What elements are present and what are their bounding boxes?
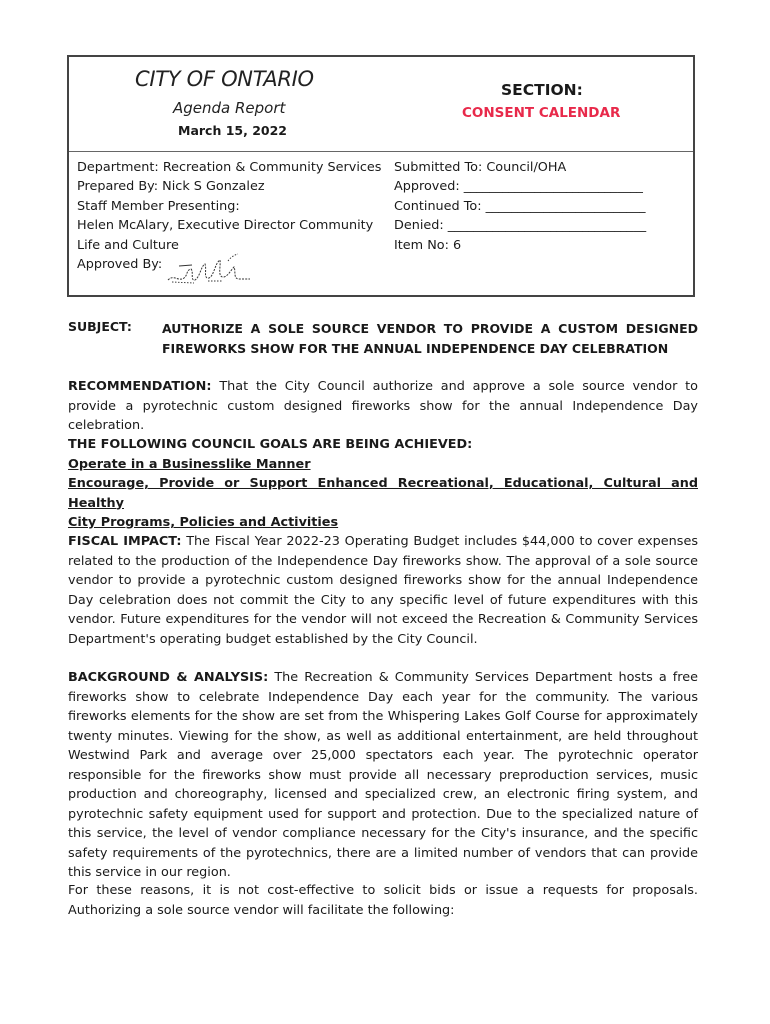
fiscal-impact-paragraph xyxy=(68,532,698,649)
recommendation-text: That the City Council authorize and approve a sole source vendor to provide a pyrotechnic custom designed fireworks show for the annual Independence Day celebration. xyxy=(68,379,698,433)
section-value: CONSENT CALENDAR xyxy=(462,105,621,121)
subject-label: SUBJECT: xyxy=(68,319,132,334)
fiscal-impact-label: FISCAL IMPACT: xyxy=(68,534,182,549)
recommendation-paragraph xyxy=(68,377,698,436)
staff-name-line: Helen McAlary, Executive Director Community xyxy=(77,218,374,234)
goal-1: Operate in a Businesslike Manner xyxy=(68,456,311,472)
denied-line: Denied: _______________________________ xyxy=(394,218,647,234)
section-label: SECTION: xyxy=(501,81,583,99)
reasons-text: For these reasons, it is not cost-effective to solicit bids or issue a requests for proposals. Authorizing a sole source vendor will facilitate the following: xyxy=(68,883,698,918)
subject-text xyxy=(162,319,698,358)
submission-info xyxy=(394,158,646,255)
background-text: The Recreation & Community Services Department hosts a free fireworks show to celebrate Independence Day each year for the community. The various fireworks elements for the show are set from the Whispering Lakes Golf Course for approximately twenty minutes. Viewing for the show, as well as additional entertainment, are held throughout Westwind Park and average over 25,000 spectators each year. The pyrotechnic operator responsible for the fireworks show must provide all necessary preproduction services, music production and choreography, licensed and specialized crew, an electronic firing system, and pyrotechnic safety equipment used for support and protection. Due to the specialized nature of this service, the level of vendor compliance necessary for the City's insurance, and the specific safety requirements of the pyrotechnics, there are a limited number of vendors that can provide this service in our region. xyxy=(68,670,698,880)
continued-to-line: Continued To: _________________________ xyxy=(394,198,646,214)
submitted-to-line: Submitted To: Council/OHA xyxy=(394,160,567,175)
approved-by-line: Approved By: xyxy=(77,257,163,273)
header-divider xyxy=(69,151,693,152)
recommendation-label: RECOMMENDATION: xyxy=(68,379,212,394)
goals-heading: THE FOLLOWING COUNCIL GOALS ARE BEING ACHIEVED: xyxy=(68,437,473,452)
header-box xyxy=(67,55,695,297)
report-date: March 15, 2022 xyxy=(178,123,287,138)
subject-line-2: FIREWORKS SHOW FOR THE ANNUAL INDEPENDENCE DAY CELEBRATION xyxy=(162,340,669,356)
department-line: Department: Recreation & Community Services xyxy=(77,160,382,175)
approved-line: Approved: ____________________________ xyxy=(394,179,643,195)
subject-line-1: AUTHORIZE A SOLE SOURCE VENDOR TO PROVIDE A CUSTOM DESIGNED xyxy=(162,321,698,336)
reasons-paragraph xyxy=(68,881,698,920)
background-paragraph xyxy=(68,668,698,883)
city-name: CITY OF ONTARIO xyxy=(135,67,314,91)
background-label: BACKGROUND & ANALYSIS: xyxy=(68,670,269,685)
goal-2-line-1: Encourage, Provide or Support Enhanced Recreational, Educational, Cultural and Healthy xyxy=(68,476,698,511)
item-number-line: Item No: 6 xyxy=(394,237,462,253)
staff-presenting-line: Staff Member Presenting: xyxy=(77,198,240,214)
fiscal-impact-text: The Fiscal Year 2022-23 Operating Budget includes $44,000 to cover expenses related to the production of the Independence Day fireworks show. The approval of a sole source vendor to provide a pyrotechnic custom designed fireworks show for the annual Independence Day celebration does not commit the City to any specific level of future expenditures with this vendor. Future expenditures for the vendor will not exceed the Recreation & Community Services Department's operating budget established by the City Council. xyxy=(68,534,698,647)
report-type: Agenda Report xyxy=(173,99,286,117)
council-goals xyxy=(68,435,698,533)
prepared-by-line: Prepared By: Nick S Gonzalez xyxy=(77,179,265,195)
signature-image xyxy=(164,252,256,288)
goal-2-line-2: City Programs, Policies and Activities xyxy=(68,515,339,530)
staff-title-line: Life and Culture xyxy=(77,237,179,253)
